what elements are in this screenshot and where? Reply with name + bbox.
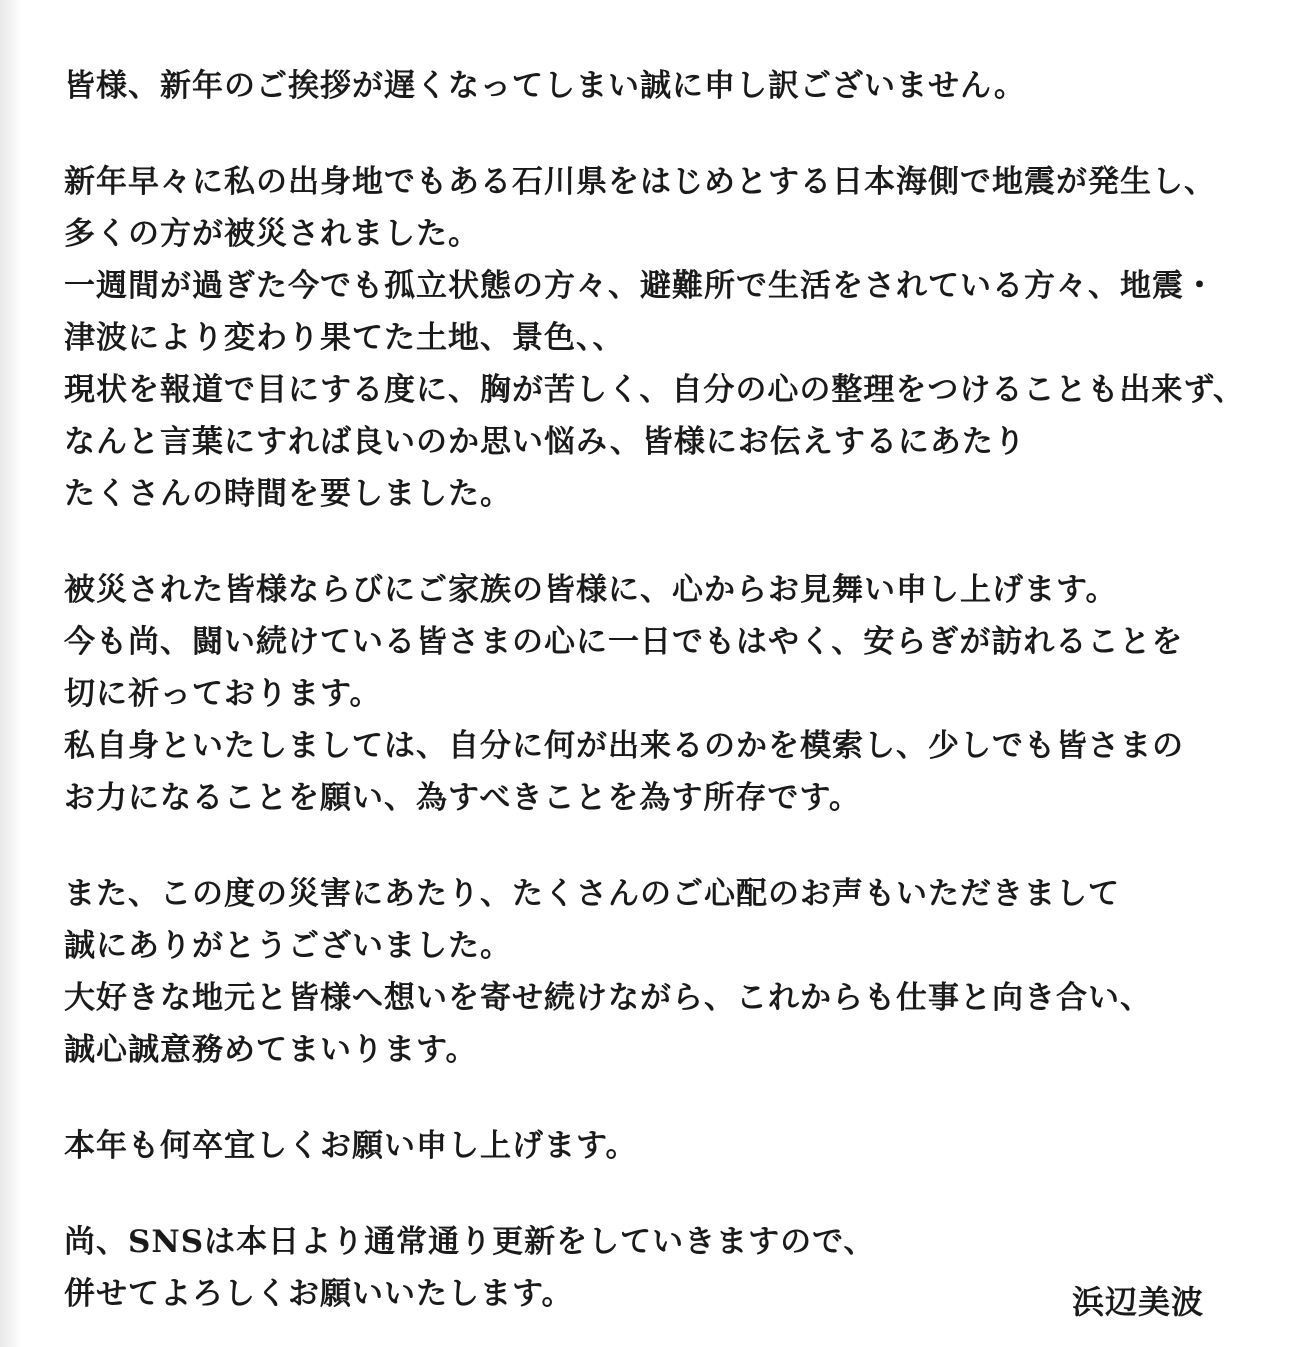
- paragraph-gap: [64, 824, 1264, 868]
- paragraph-thanks: [64, 868, 1264, 1076]
- paragraph-gap: [64, 520, 1264, 564]
- text-line: また、この度の災害にあたり、たくさんのご心配のお声もいただきまして: [64, 876, 1120, 912]
- page-left-edge: [0, 0, 20, 1347]
- paragraph-greeting: [64, 60, 1264, 112]
- text-line: 誠心誠意務めてまいります。: [64, 1032, 478, 1068]
- text-line: 皆様、新年のご挨拶が遅くなってしまい誠に申し訳ございません。: [64, 68, 1026, 104]
- text-line: 多くの方が被災されました。: [64, 216, 480, 252]
- text-line: 私自身といたしましては、自分に何が出来るのかを模索し、少しでも皆さまの: [64, 728, 1184, 764]
- text-line: 今も尚、闘い続けている皆さまの心に一日でもはやく、安らぎが訪れることを: [64, 624, 1184, 660]
- text-line: 本年も何卒宜しくお願い申し上げます。: [64, 1128, 638, 1164]
- text-line: 尚、SNSは本日より通常通り更新をしていきますので、: [64, 1224, 876, 1260]
- text-line: 一週間が過ぎた今でも孤立状態の方々、避難所で生活をされている方々、地震・: [64, 268, 1216, 304]
- text-line: 併せてよろしくお願いいたします。: [64, 1276, 574, 1312]
- text-line: 現状を報道で目にする度に、胸が苦しく、自分の心の整理をつけることも出来ず、: [64, 372, 1245, 408]
- letter-body: [64, 60, 1264, 1320]
- text-line: たくさんの時間を要しました。: [64, 476, 512, 512]
- text-line: 大好きな地元と皆様へ想いを寄せ続けながら、これからも仕事と向き合い、: [64, 980, 1152, 1016]
- paragraph-earthquake: [64, 156, 1264, 520]
- text-line: 誠にありがとうございました。: [64, 928, 512, 964]
- paragraph-sympathy: [64, 564, 1264, 824]
- signature: 浜辺美波: [1071, 1283, 1204, 1321]
- text-line: 新年早々に私の出身地でもある石川県をはじめとする日本海側で地震が発生し、: [64, 164, 1216, 200]
- text-line: 切に祈っております。: [64, 676, 382, 712]
- text-line: 被災された皆様ならびにご家族の皆様に、心からお見舞い申し上げます。: [64, 572, 1118, 608]
- text-line: なんと言葉にすれば良いのか思い悩み、皆様にお伝えするにあたり: [64, 424, 1026, 460]
- paragraph-gap: [64, 1172, 1264, 1216]
- paragraph-new-year-wish: [64, 1120, 1264, 1172]
- paragraph-gap: [64, 112, 1264, 156]
- text-line: 津波により変わり果てた土地、景色、、: [64, 320, 625, 356]
- text-line: お力になることを願い、為すべきことを為す所存です。: [64, 780, 861, 816]
- paragraph-gap: [64, 1076, 1264, 1120]
